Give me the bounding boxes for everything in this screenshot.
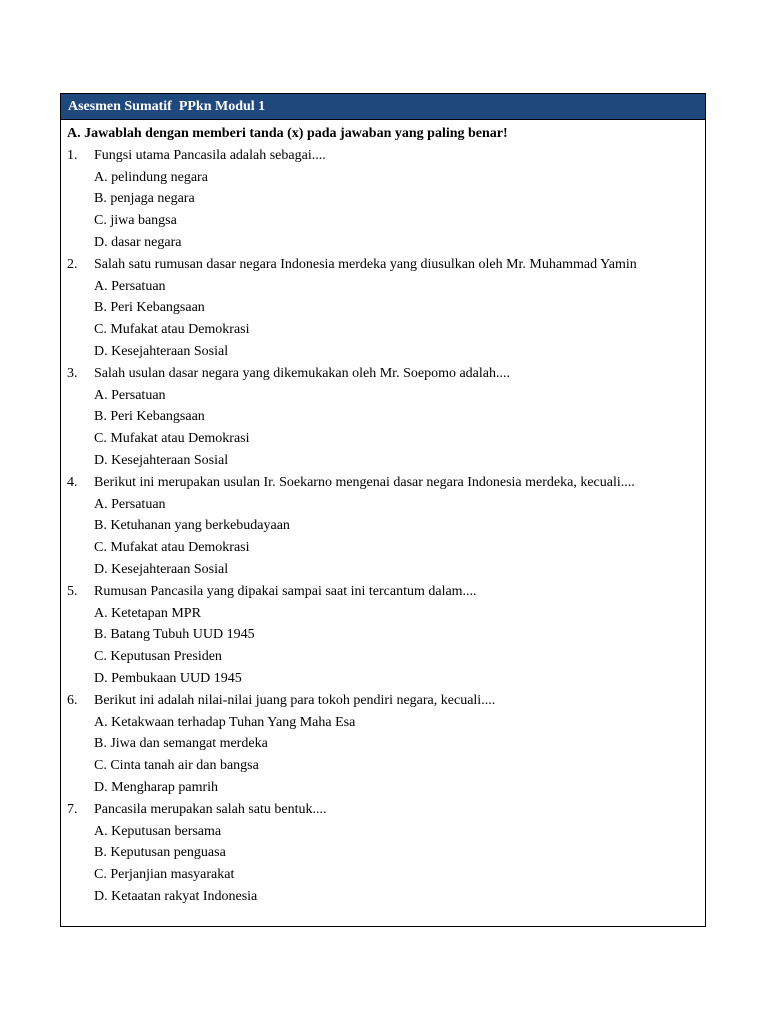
option-b: B. Batang Tubuh UUD 1945 — [94, 627, 255, 643]
option-d: D. Ketaatan rakyat Indonesia — [94, 888, 258, 904]
option-c: C. Mufakat atau Demokrasi — [94, 540, 250, 556]
question-number: 5. — [67, 583, 78, 599]
assessment-sheet — [60, 93, 706, 927]
option-c: C. Perjanjian masyarakat — [94, 867, 235, 883]
option-a: A. Ketetapan MPR — [94, 605, 201, 621]
option-c: C. Cinta tanah air dan bangsa — [94, 758, 259, 774]
question-2 — [67, 254, 699, 363]
question-4 — [67, 472, 699, 581]
question-5 — [67, 581, 699, 690]
question-text: Berikut ini merupakan usulan Ir. Soekarno mengenai dasar negara Indonesia merdeka, kecuali.... — [94, 474, 635, 490]
option-b: B. penjaga negara — [94, 191, 195, 207]
question-number: 3. — [67, 365, 78, 381]
question-text: Salah usulan dasar negara yang dikemukakan oleh Mr. Soepomo adalah.... — [94, 365, 510, 381]
option-d: D. dasar negara — [94, 234, 182, 250]
option-a: A. Persatuan — [94, 496, 166, 512]
option-d: D. Kesejahteraan Sosial — [94, 561, 229, 577]
option-b: B. Peri Kebangsaan — [94, 409, 205, 425]
option-c: C. Keputusan Presiden — [94, 649, 222, 665]
option-b: B. Peri Kebangsaan — [94, 300, 205, 316]
option-a: A. Ketakwaan terhadap Tuhan Yang Maha Esa — [94, 714, 356, 730]
question-1 — [67, 145, 699, 254]
option-d: D. Mengharap pamrih — [94, 779, 219, 795]
sheet-content — [61, 120, 705, 908]
option-d: D. Pembukaan UUD 1945 — [94, 670, 242, 686]
option-c: C. Mufakat atau Demokrasi — [94, 431, 250, 447]
question-3 — [67, 363, 699, 472]
option-d: D. Kesejahteraan Sosial — [94, 343, 229, 359]
question-number: 2. — [67, 256, 78, 272]
option-d: D. Kesejahteraan Sosial — [94, 452, 229, 468]
question-text: Rumusan Pancasila yang dipakai sampai saat ini tercantum dalam.... — [94, 583, 477, 599]
option-b: B. Keputusan penguasa — [94, 845, 226, 861]
question-number: 6. — [67, 692, 78, 708]
question-number: 4. — [67, 474, 78, 490]
question-number: 7. — [67, 801, 78, 817]
question-number: 1. — [67, 147, 78, 163]
option-b: B. Ketuhanan yang berkebudayaan — [94, 518, 290, 534]
option-a: A. Persatuan — [94, 387, 166, 403]
option-a: A. Persatuan — [94, 278, 166, 294]
instruction-text: A. Jawablah dengan memberi tanda (x) pada jawaban yang paling benar! — [67, 126, 508, 141]
option-a: A. Keputusan bersama — [94, 823, 222, 839]
question-6 — [67, 690, 699, 799]
question-text: Fungsi utama Pancasila adalah sebagai.... — [94, 147, 326, 163]
option-c: C. jiwa bangsa — [94, 213, 177, 229]
sheet-header-title: Asesmen Sumatif PPkn Modul 1 — [61, 94, 705, 120]
option-a: A. pelindung negara — [94, 169, 208, 185]
option-b: B. Jiwa dan semangat merdeka — [94, 736, 268, 752]
question-7 — [67, 799, 699, 908]
option-c: C. Mufakat atau Demokrasi — [94, 322, 250, 338]
question-text: Pancasila merupakan salah satu bentuk.... — [94, 801, 327, 817]
question-text: Berikut ini adalah nilai-nilai juang para tokoh pendiri negara, kecuali.... — [94, 692, 496, 708]
question-text: Salah satu rumusan dasar negara Indonesia merdeka yang diusulkan oleh Mr. Muhammad Yamin — [94, 256, 637, 272]
